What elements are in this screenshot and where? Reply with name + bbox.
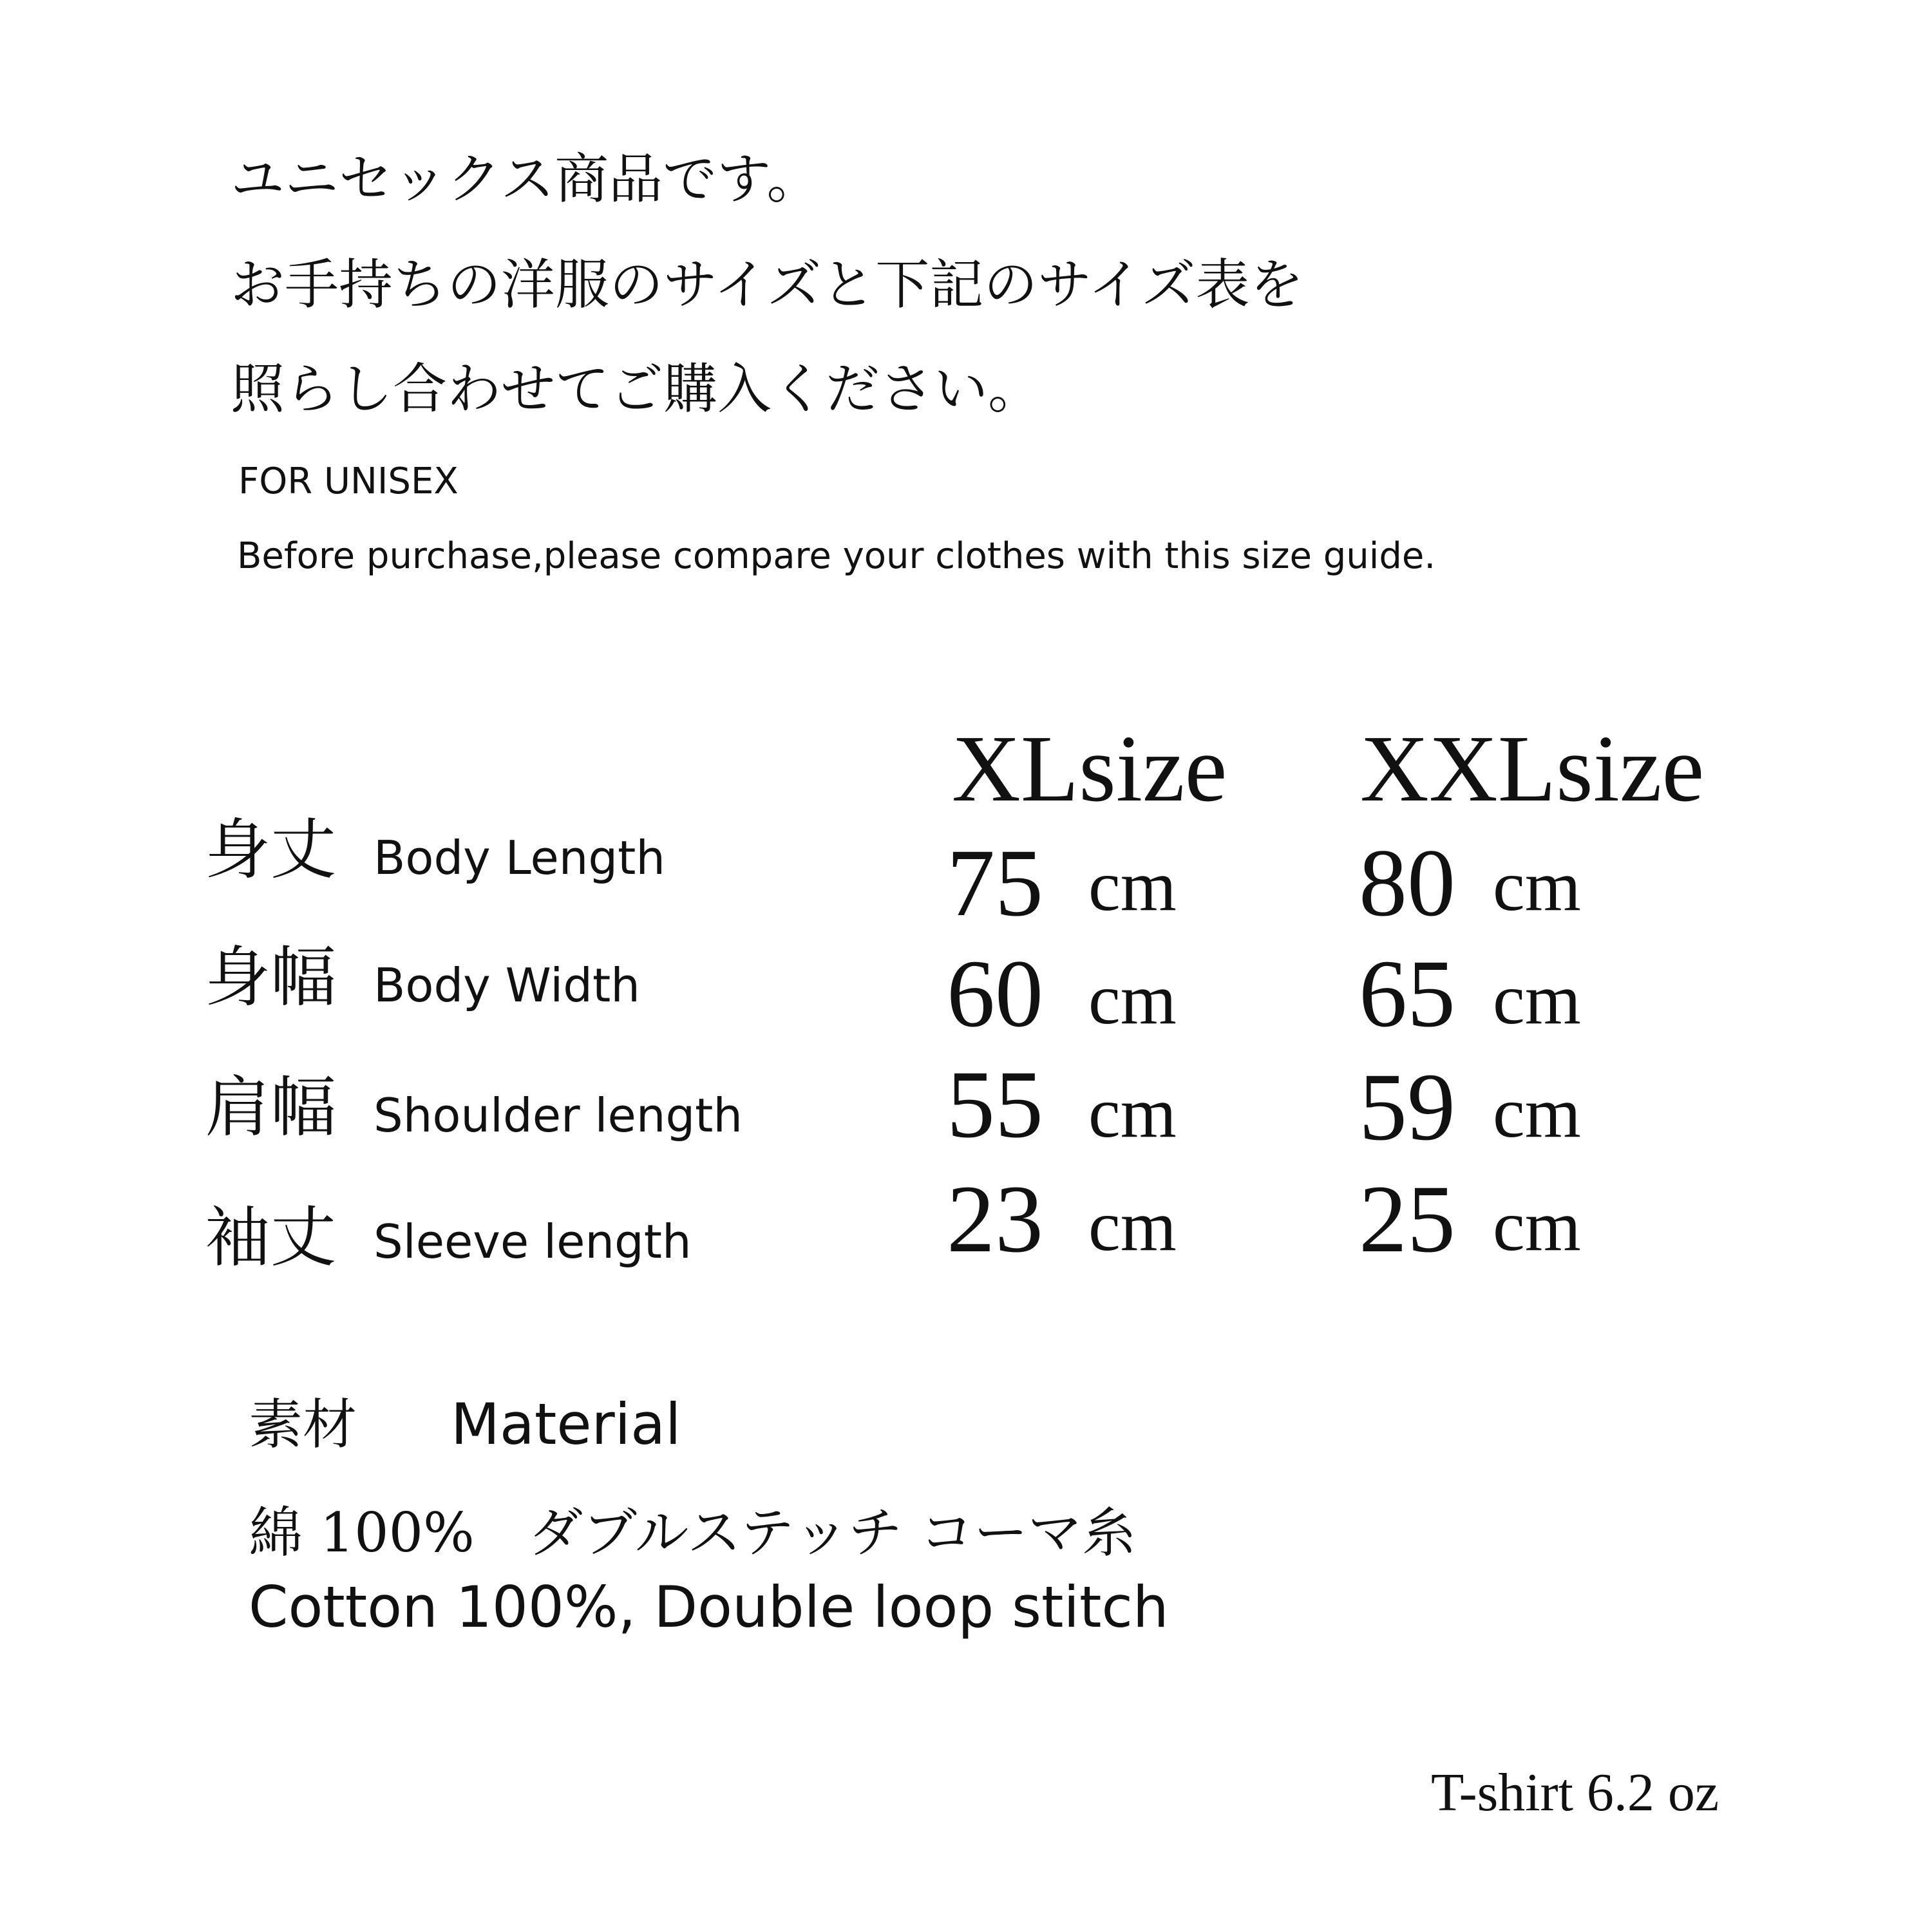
xl-value: 23 [947, 1166, 1043, 1273]
unit-label: cm [1088, 846, 1177, 926]
row-label-en: Sleeve length [374, 1215, 692, 1269]
intro-line-1: ユニセックス商品です。 [231, 147, 821, 211]
row-label-jp: 袖丈 [205, 1200, 336, 1276]
unisex-label: FOR UNISEX [238, 460, 459, 502]
product-weight-label: T-shirt 6.2 oz [1431, 1763, 1719, 1823]
material-composition-jp: 綿 100% ダブルステッチ コーマ糸 [249, 1501, 1136, 1564]
unit-label: cm [1088, 960, 1177, 1039]
size-guide-note: Before purchase,please compare your clothes with this size guide. [237, 535, 1436, 577]
xxl-value: 59 [1359, 1054, 1455, 1160]
row-label-en: Body Length [374, 831, 665, 885]
row-label-jp: 身丈 [205, 812, 336, 889]
unit-label: cm [1493, 1073, 1581, 1153]
intro-line-2: お手持ちの洋服のサイズと下記のサイズ表を [231, 253, 1304, 316]
material-composition-en: Cotton 100%, Double loop stitch [249, 1574, 1169, 1640]
row-label-en: Body Width [374, 958, 640, 1012]
unit-label: cm [1493, 1186, 1581, 1266]
intro-line-3: 照らし合わせてご購入ください。 [231, 357, 1043, 421]
material-label-jp: 素材 [249, 1393, 357, 1456]
row-label-en: Shoulder length [374, 1088, 743, 1142]
xxl-value: 65 [1359, 940, 1455, 1047]
xxl-value: 25 [1359, 1166, 1455, 1273]
unit-label: cm [1088, 1186, 1177, 1266]
row-label-jp: 肩幅 [205, 1070, 336, 1146]
material-label-en: Material [451, 1391, 681, 1457]
unit-label: cm [1088, 1073, 1177, 1153]
column-header-xl: XLsize [952, 716, 1227, 822]
xl-value: 75 [947, 829, 1043, 936]
column-header-xxl: XXLsize [1360, 716, 1705, 822]
xl-value: 55 [947, 1051, 1043, 1158]
xxl-value: 80 [1359, 829, 1455, 936]
unit-label: cm [1493, 960, 1581, 1039]
xl-value: 60 [947, 940, 1043, 1047]
unit-label: cm [1493, 846, 1581, 926]
row-label-jp: 身幅 [205, 940, 336, 1016]
